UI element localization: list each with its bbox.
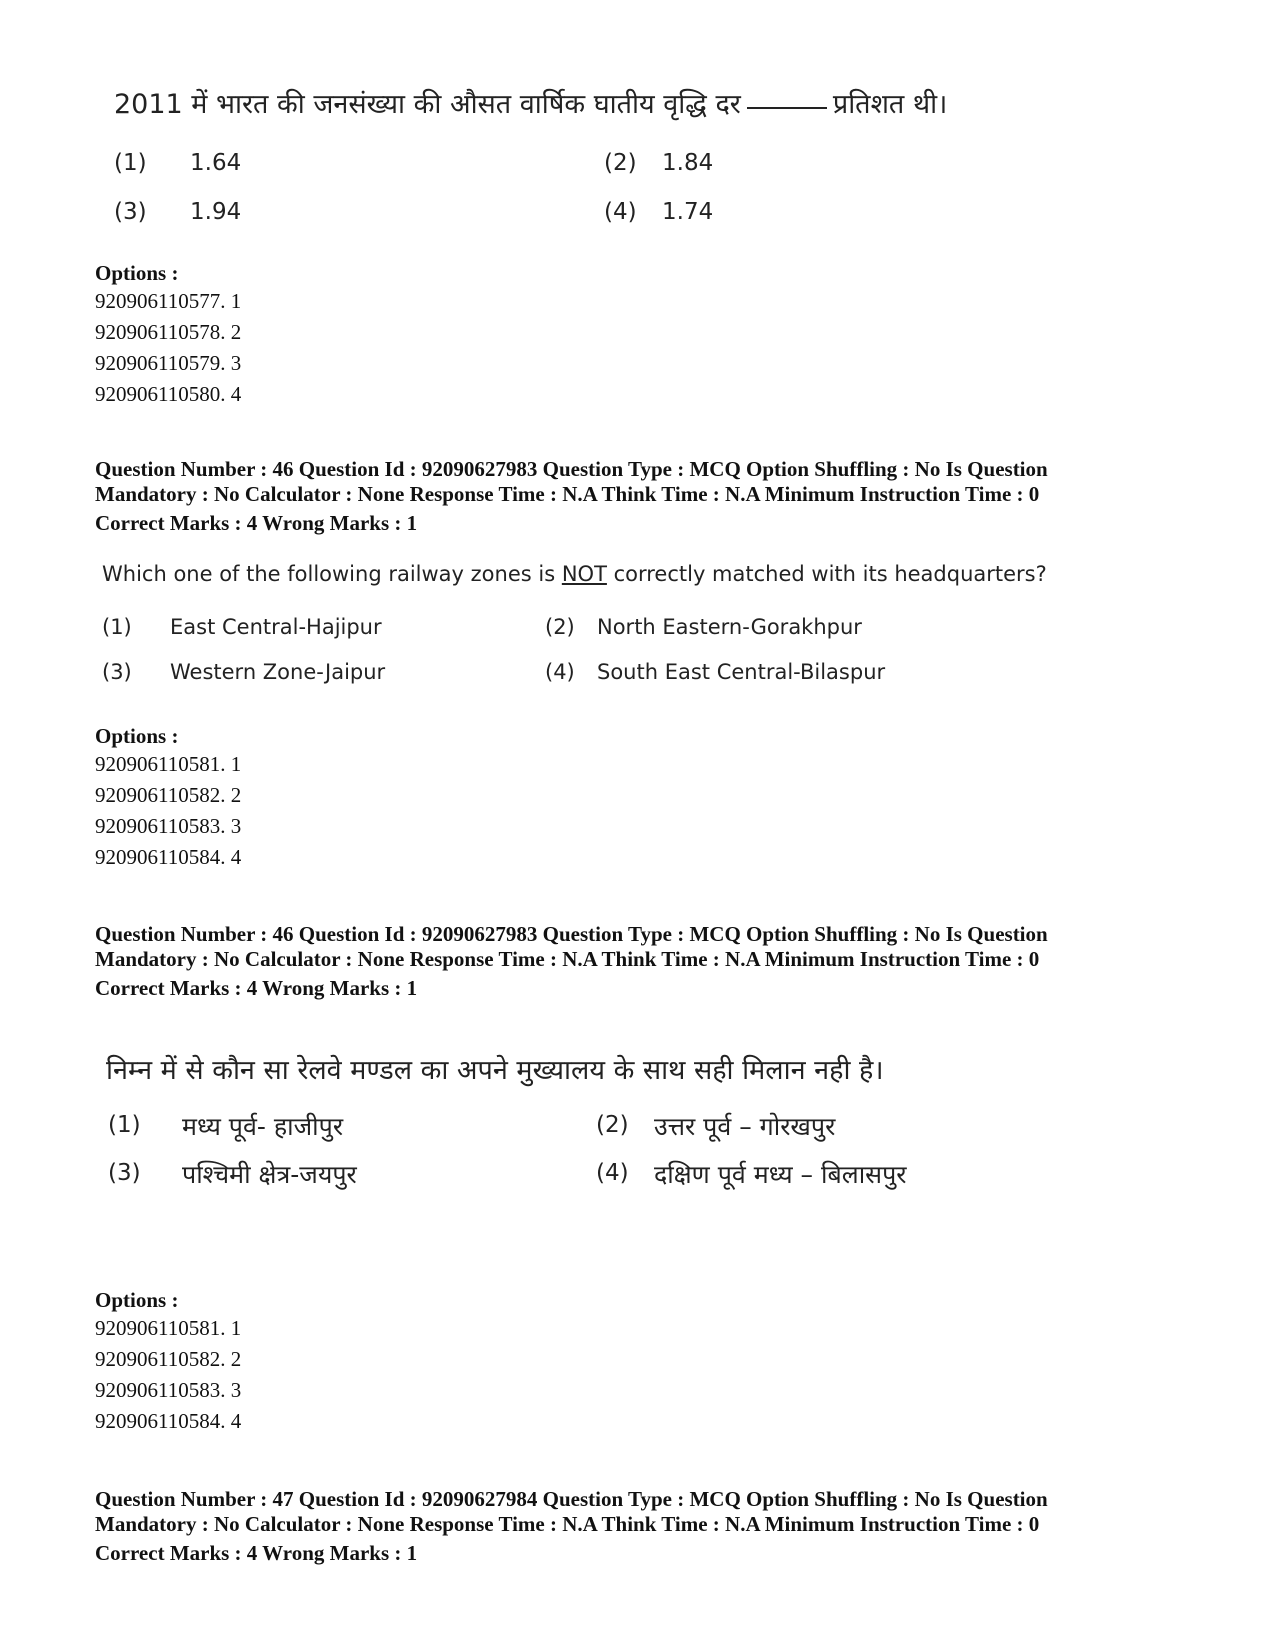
meta-line: Question Number : 46 Question Id : 92090627983 Question Type : MCQ Option Shuffling : No Is Question [95,457,1048,481]
meta-line: Question Number : 47 Question Id : 92090627984 Question Type : MCQ Option Shuffling : No Is Question [95,1487,1048,1511]
option-line: 920906110579. 3 [95,351,242,375]
meta-line: Correct Marks : 4 Wrong Marks : 1 [95,511,418,535]
q47-meta [95,1487,1205,1566]
q46-hi-choice-3-num: (3) [108,1160,141,1186]
q46-en-choice-4-text: South East Central-Bilaspur [597,660,886,684]
option-line: 920906110578. 2 [95,320,242,344]
meta-line: Mandatory : No Calculator : None Response Time : N.A Think Time : N.A Minimum Instruction Time : 0 [95,947,1040,971]
q46-en-choice-3-text: Western Zone-Jaipur [170,660,386,684]
q46-hi-question-text: निम्न में से कौन सा रेलवे मण्डल का अपने मुख्यालय के साथ सही मिलान नही है। [106,1055,884,1086]
option-line: 920906110581. 1 [95,752,242,776]
q46-en-choice-2-text: North Eastern-Gorakhpur [597,615,862,639]
q46-en-choice-1-text: East Central-Hajipur [170,615,382,639]
q46-en-choice-3-num: (3) [102,660,132,684]
q46-hi-choice-1-text: मध्य पूर्व- हाजीपुर [182,1112,344,1141]
option-line: 920906110582. 2 [95,1347,242,1371]
q45-choice-2-text: 1.84 [662,150,714,176]
q46-hi-meta [95,922,1205,1001]
option-line: 920906110584. 4 [95,1409,242,1433]
option-line: 920906110580. 4 [95,382,242,406]
option-line: 920906110583. 3 [95,1378,242,1402]
q46-hi-options-block [95,1288,241,1437]
q45-text-before: 2011 में भारत की जनसंख्या की औसत वार्षिक घातीय वृद्धि दर [114,89,741,120]
q46-en-text-before: Which one of the following railway zones is [102,562,556,586]
q46-hi-choice-4-text: दक्षिण पूर्व मध्य – बिलासपुर [654,1160,907,1189]
q45-choice-4-text: 1.74 [662,199,714,225]
q45-choice-1-text: 1.64 [190,150,242,176]
q45-choice-1-num: (1) [114,150,147,176]
options-title: Options : [95,724,179,748]
q46-en-text-underlined: NOT [561,562,607,586]
meta-line: Mandatory : No Calculator : None Response Time : N.A Think Time : N.A Minimum Instruction Time : 0 [95,482,1040,506]
meta-line: Correct Marks : 4 Wrong Marks : 1 [95,976,418,1000]
q46-hi-choice-2-text: उत्तर पूर्व – गोरखपुर [654,1112,836,1141]
q46-en-choice-4-num: (4) [545,660,575,684]
q45-choice-2-num: (2) [604,150,637,176]
q46-hi-choice-4-num: (4) [596,1160,629,1186]
q46-en-question-text [102,562,1047,586]
q46-en-options-block [95,724,241,873]
q45-choice-3-text: 1.94 [190,199,242,225]
q46-hi-choice-2-num: (2) [596,1112,629,1138]
option-line: 920906110581. 1 [95,1316,242,1340]
meta-line: Correct Marks : 4 Wrong Marks : 1 [95,1541,418,1565]
q45-text-after: प्रतिशत थी। [832,89,948,120]
option-line: 920906110584. 4 [95,845,242,869]
q46-en-choice-2-num: (2) [545,615,575,639]
q46-en-choice-1-num: (1) [102,615,132,639]
q45-options-block [95,261,241,410]
q45-choice-4-num: (4) [604,199,637,225]
q45-blank [747,106,827,109]
meta-line: Mandatory : No Calculator : None Response Time : N.A Think Time : N.A Minimum Instruction Time : 0 [95,1512,1040,1536]
q46-hi-choice-1-num: (1) [108,1112,141,1138]
options-title: Options : [95,1288,179,1312]
option-line: 920906110577. 1 [95,289,242,313]
q45-question-text [114,84,947,121]
options-title: Options : [95,261,179,285]
q46-hi-choice-3-text: पश्चिमी क्षेत्र-जयपुर [182,1160,357,1189]
option-line: 920906110583. 3 [95,814,242,838]
q46-en-text-after: correctly matched with its headquarters? [613,562,1047,586]
q46-en-meta [95,457,1205,536]
meta-line: Question Number : 46 Question Id : 92090627983 Question Type : MCQ Option Shuffling : No Is Question [95,922,1048,946]
option-line: 920906110582. 2 [95,783,242,807]
q45-choice-3-num: (3) [114,199,147,225]
